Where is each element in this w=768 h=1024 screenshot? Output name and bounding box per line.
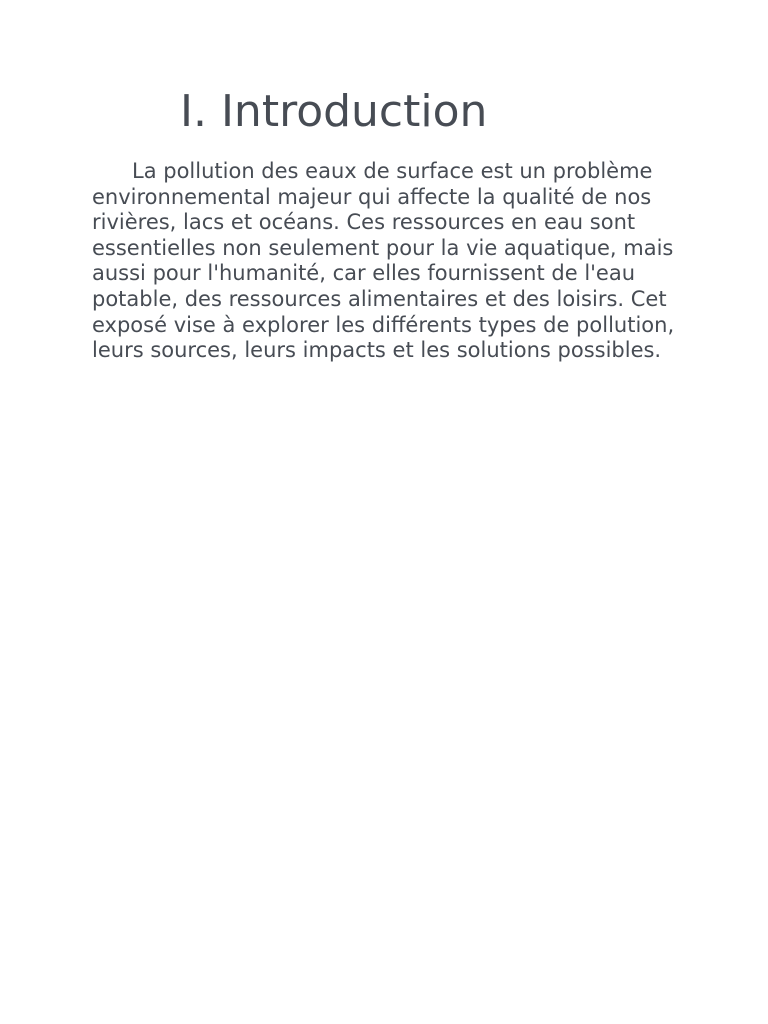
section-heading: I. Introduction [180, 86, 488, 137]
intro-paragraph: La pollution des eaux de surface est un problème environnemental majeur qui affecte la qualité de nos rivières, lacs et océans. Ces ressources en eau sont essentielles non seulement pour la vie aquatique, mais aussi pour l'humanité, car elles fournissent de l'eau potable, des ressources alimentaires et des loisirs. Cet exposé vise à explorer les différents types de pollution, leurs sources, leurs impacts et les solutions possibles. [92, 159, 675, 363]
